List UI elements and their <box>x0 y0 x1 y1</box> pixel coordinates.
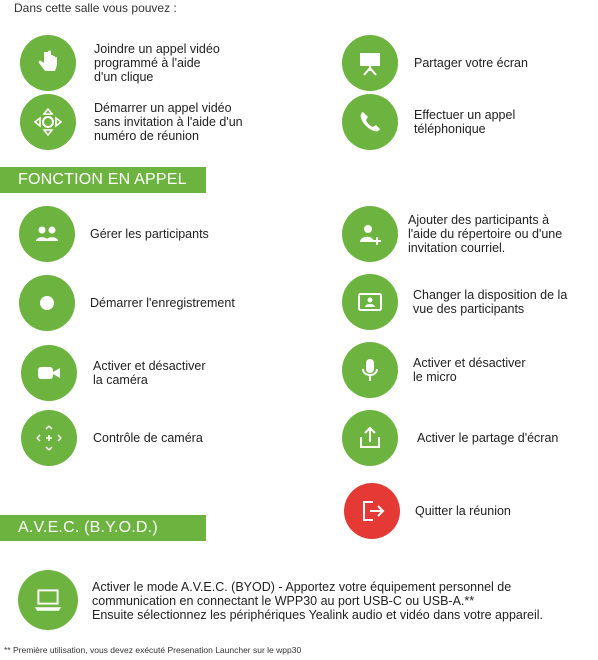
label-line: Activer le mode A.V.E.C. (BYOD) - Apportez votre équipement personnel de <box>92 580 512 594</box>
section-banner-byod: A.V.E.C. (B.Y.O.D.) <box>0 515 206 541</box>
intro-text: Dans cette salle vous pouvez : <box>14 1 177 15</box>
label-line: Quitter la réunion <box>415 504 511 518</box>
label-line: Démarrer l'enregistrement <box>90 296 235 310</box>
laptop-icon <box>18 570 78 630</box>
label-line: vue des participants <box>413 302 525 316</box>
label-line: invitation courriel. <box>408 241 506 255</box>
feature-start-call-meeting-number[interactable] <box>20 94 243 150</box>
feature-manage-participants[interactable] <box>19 206 209 262</box>
label-line: téléphonique <box>414 122 486 136</box>
label-line: programmé à l'aide <box>94 56 201 70</box>
label-line: Démarrer un appel vidéo <box>94 101 232 115</box>
label-line: Activer et désactiver <box>413 356 526 370</box>
participants-icon <box>19 206 75 262</box>
label-line: sans invitation à l'aide d'un <box>94 115 243 129</box>
label-line: Changer la disposition de la <box>413 288 568 302</box>
label-line: l'aide du répertoire ou d'une <box>408 227 563 241</box>
feature-join-scheduled-call[interactable] <box>20 35 220 91</box>
feature-phone-call[interactable] <box>342 94 515 150</box>
camera-control-icon <box>21 410 77 466</box>
byod-description <box>92 580 582 622</box>
feature-leave-meeting[interactable] <box>344 483 511 539</box>
label-line: la caméra <box>93 373 148 387</box>
leave-icon <box>344 483 400 539</box>
feature-add-participants[interactable] <box>342 206 562 262</box>
feature-change-layout[interactable] <box>342 274 567 330</box>
record-icon <box>19 275 75 331</box>
camera-icon <box>21 345 77 401</box>
label-line: numéro de réunion <box>94 129 199 143</box>
microphone-icon <box>342 342 398 398</box>
label-line: le micro <box>413 370 457 384</box>
label-line: Ensuite sélectionnez les périphériques Yealink audio et vidéo dans votre appareil. <box>92 608 543 622</box>
add-participant-icon <box>342 206 398 262</box>
feature-toggle-microphone[interactable] <box>342 342 526 398</box>
label-line: Effectuer un appel <box>414 108 516 122</box>
label-line: Ajouter des participants à <box>408 213 550 227</box>
section-banner-in-call: FONCTION EN APPEL <box>0 167 206 193</box>
feature-camera-control[interactable] <box>21 410 203 466</box>
feature-start-recording[interactable] <box>19 275 235 331</box>
phone-icon <box>342 94 398 150</box>
layout-icon <box>342 274 398 330</box>
feature-share-screen[interactable] <box>342 35 528 91</box>
presentation-icon <box>342 35 398 91</box>
label-line: communication en connectant le WPP30 au port USB-C ou USB-A.** <box>92 594 475 608</box>
label-line: d'un clique <box>94 70 154 84</box>
dpad-icon <box>20 94 76 150</box>
feature-share-screen-in-call[interactable] <box>342 410 558 466</box>
label-line: Activer et désactiver <box>93 359 206 373</box>
label-line: Gérer les participants <box>90 227 209 241</box>
label-line: Joindre un appel vidéo <box>94 42 220 56</box>
touch-icon <box>20 35 76 91</box>
label-line: Activer le partage d'écran <box>417 431 559 445</box>
label-line: Partager votre écran <box>414 56 528 70</box>
label-line: Contrôle de caméra <box>93 431 203 445</box>
footnote: ** Première utilisation, vous devez exécuté Presenation Launcher sur le wpp30 <box>4 645 302 655</box>
feature-toggle-camera[interactable] <box>21 345 206 401</box>
feature-byod[interactable] <box>18 570 78 630</box>
share-screen-icon <box>342 410 398 466</box>
